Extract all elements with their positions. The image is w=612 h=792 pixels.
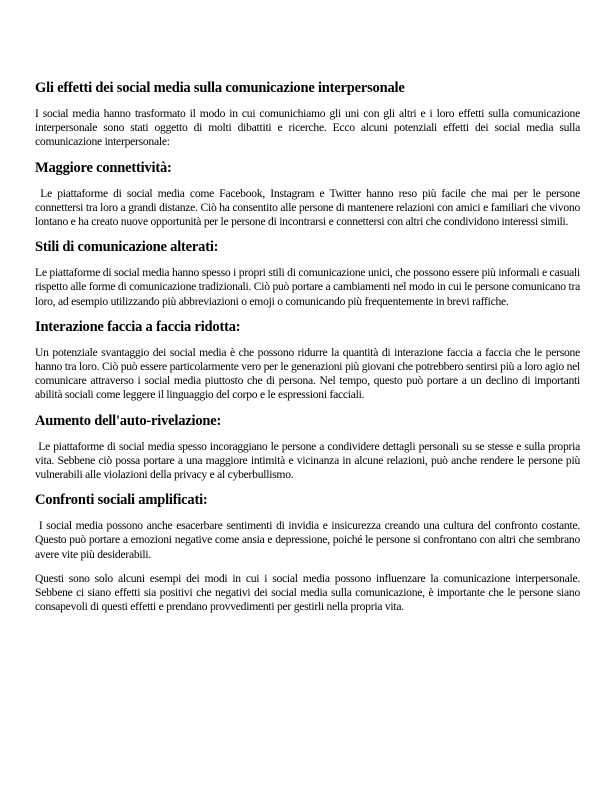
section-heading: Interazione faccia a faccia ridotta: <box>35 318 241 335</box>
section-body: Le piattaforme di social media spesso incoraggiano le persone a condividere dettagli personali su se stesse e sulla propria vita. Sebbene ciò possa portare a una maggiore intimità e vicinanza in alcune relazioni, può anche rendere le persone più vulnerabili alle violazioni della privacy e al cyberbullismo. <box>35 439 580 482</box>
section-heading: Aumento dell'auto-rivelazione: <box>35 412 222 429</box>
section-stili-comunicazione <box>35 239 580 309</box>
section-heading: Stili di comunicazione alterati: <box>35 239 219 256</box>
section-body: Le piattaforme di social media hanno spesso i propri stili di comunicazione unici, che possono essere più informali e casuali rispetto alle forme di comunicazione tradizionali. Ciò può portare a cambiamenti nel modo in cui le persone comunicano tra loro, ad esempio utilizzando più abbreviazioni o emoji o comunicando più frequentemente in brevi raffiche. <box>35 266 580 308</box>
section-auto-rivelazione <box>35 413 580 483</box>
conclusion-paragraph: Questi sono solo alcuni esempi dei modi in cui i social media possono influenzare la comunicazione interpersonale. Sebbene ci siano effetti sia positivi che negativi dei social media sulla comunicazione, è importante che le persone siano consapevoli di questi effetti e prendano provvedimenti per gestirli nella propria vita. <box>35 571 580 614</box>
intro-paragraph: I social media hanno trasformato il modo in cui comunichiamo gli uni con gli altri e i loro effetti sulla comunicazione interpersonale sono stati oggetto di molti dibattiti e ricerche. Ecco alcuni potenziali effetti dei social media sulla comunicazione interpersonale: <box>35 107 580 149</box>
section-heading: Confronti sociali amplificati: <box>35 492 208 509</box>
section-body: I social media possono anche esacerbare sentimenti di invidia e insicurezza creando una cultura del confronto costante. Questo può portare a emozioni negative come ansia e depressione, poiché le persone si confrontano con altri che sembrano avere vite più desiderabili. <box>35 519 580 561</box>
document-title: Gli effetti dei social media sulla comunicazione interpersonale <box>35 80 405 96</box>
section-heading: Maggiore connettività: <box>35 159 172 176</box>
section-body: Le piattaforme di social media come Facebook, Instagram e Twitter hanno reso più facile che mai per le persone connettersi tra loro a grandi distanze. Ciò ha consentito alle persone di mantenere relazioni con amici e familiari che vivono lontano e ha creato nuove opportunità per le persone di incontrarsi e connettersi con altri che condividono interessi simili. <box>35 186 580 229</box>
section-body: Un potenziale svantaggio dei social media è che possono ridurre la quantità di interazione faccia a faccia che le persone hanno tra loro. Ciò può essere particolarmente vero per le generazioni più giovani che potrebbero sentirsi più a loro agio nel comunicare attraverso i social media piuttosto che di persona. Nel tempo, questo può portare a un declino di importanti abilità sociali come leggere il linguaggio del corpo e le espressioni facciali. <box>35 345 580 402</box>
section-maggiore-connettivita <box>35 160 580 230</box>
section-confronti-sociali <box>35 492 580 562</box>
section-interazione-ridotta <box>35 319 580 403</box>
document-page <box>35 80 580 624</box>
